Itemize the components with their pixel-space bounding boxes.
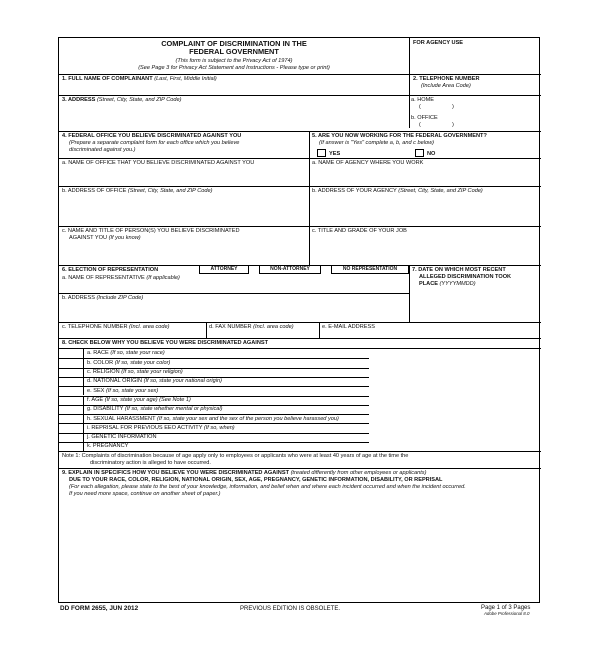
incident-date-label1: 7. DATE ON WHICH MOST RECENT (412, 267, 506, 273)
basis-checkbox[interactable] (60, 405, 84, 414)
basis-checkbox[interactable] (60, 358, 84, 367)
person-name-label2: AGAINST YOU (If you know) (69, 235, 141, 241)
basis-item-hint: (If so, state your color) (114, 359, 171, 366)
working-federal-label: 5. ARE YOU NOW WORKING FOR THE FEDERAL GOVERNMENT? (312, 133, 487, 139)
form-title-line2: FEDERAL GOVERNMENT (189, 47, 279, 56)
edition-note: PREVIOUS EDITION IS OBSOLETE. (240, 606, 341, 612)
basis-checkbox[interactable] (60, 423, 84, 432)
basis-item (87, 416, 339, 423)
incident-date-field[interactable] (410, 289, 540, 321)
basis-checkbox[interactable] (60, 377, 84, 386)
basis-checkbox[interactable] (60, 368, 84, 377)
basis-checkbox[interactable] (60, 386, 84, 395)
home-area-close: ) (452, 104, 454, 110)
person-name-label1: c. NAME AND TITLE OF PERSON(S) YOU BELIEVE DISCRIMINATED (62, 228, 240, 234)
form-title-line1: COMPLAINT OF DISCRIMINATION IN THE (161, 39, 307, 48)
basis-item-label: e. SEX (87, 387, 105, 394)
federal-office-hint1: (Prepare a separate complaint form for each office which you believe (69, 140, 240, 146)
representative-name-label: a. NAME OF REPRESENTATIVE (If applicable) (62, 275, 180, 281)
basis-item-hint: (If so, state your sex and the sex of the person you believe harassed you) (156, 415, 339, 422)
address-label: 3. ADDRESS (Street, City, State, and ZIP Code) (62, 97, 182, 103)
complaint-form (58, 37, 540, 603)
incident-date-label3: PLACE (YYYYMMDD) (419, 281, 476, 287)
explain-label-line2: DUE TO YOUR RACE, COLOR, RELIGION, NATIONAL ORIGIN, SEX, AGE, PREGNANCY, GENETIC INFORMATION, DISABILITY, OR REPRISAL (69, 477, 443, 483)
explain-hint-line1: (For each allegation, please state to the best of your knowledge, information, and belief when and where each incident occurred and when the incident occurred. (69, 484, 466, 490)
address-field[interactable] (60, 104, 408, 130)
page-number: Page 1 of 3 Pages (481, 605, 531, 611)
job-title-field[interactable] (310, 235, 540, 264)
office-address-field[interactable] (60, 195, 308, 225)
instructions-note: (See Page 3 for Privacy Act Statement and Instructions - Please type or print) (138, 65, 330, 71)
basis-item-hint: (If so, state your religion) (121, 369, 183, 375)
home-phone-label: a. HOME (411, 97, 435, 103)
yes-checkbox[interactable] (317, 149, 326, 157)
basis-checkbox[interactable] (60, 442, 84, 451)
basis-item (87, 378, 222, 385)
federal-office-hint2: discriminated against you.) (69, 147, 136, 153)
no-checkbox[interactable] (415, 149, 424, 157)
basis-checkbox[interactable] (60, 433, 84, 442)
office-phone-label: b. OFFICE (411, 115, 438, 121)
representative-address-field[interactable] (60, 302, 408, 321)
basis-item-label: j. GENETIC INFORMATION (87, 434, 157, 441)
telephone-hint: (Include Area Code) (421, 83, 471, 89)
software-note: Adobe Professional 8.0 (484, 611, 530, 616)
age-note-line1: Note 1: Complaints of discrimination because of age apply only to employees or applicants who were at least 40 years of age at the time the (62, 453, 409, 459)
rep-fax-field[interactable] (207, 330, 318, 337)
basis-item (87, 369, 183, 376)
federal-office-label: 4. FEDERAL OFFICE YOU BELIEVE DISCRIMINATED AGAINST YOU (62, 133, 242, 139)
basis-item-label: g. DISABILITY (87, 406, 124, 413)
no-representation-checkbox[interactable]: NO REPRESENTATION (331, 265, 409, 274)
attorney-checkbox[interactable]: ATTORNEY (199, 265, 249, 274)
basis-checkbox[interactable] (60, 414, 84, 423)
basis-item (87, 350, 165, 357)
age-note-line2: discriminatory action is alleged to have occurred. (90, 460, 211, 466)
rep-email-field[interactable] (320, 330, 540, 337)
home-area-open: ( (419, 104, 421, 110)
basis-item-label: f. AGE (87, 396, 104, 403)
basis-item (87, 443, 128, 450)
explain-hint-line2: If you need more space, continue on another sheet of paper.) (69, 491, 221, 497)
office-area-open: ( (419, 122, 421, 128)
office-name-field[interactable] (60, 167, 308, 185)
basis-item (87, 434, 157, 441)
no-label: NO (427, 151, 436, 157)
job-title-label: c. TITLE AND GRADE OF YOUR JOB (312, 228, 407, 234)
basis-item (87, 388, 158, 395)
office-phone-field[interactable] (421, 122, 531, 130)
privacy-note: (This form is subject to the Privacy Act of 1974) (175, 58, 293, 64)
explain-field[interactable] (60, 500, 540, 602)
office-name-label: a. NAME OF OFFICE THAT YOU BELIEVE DISCRIMINATED AGAINST YOU (62, 160, 255, 166)
basis-item (87, 406, 222, 413)
basis-item-label: a. RACE (87, 350, 109, 357)
representative-address-label: b. ADDRESS (Include ZIP Code) (62, 295, 144, 301)
basis-item-label: k. PREGNANCY (87, 443, 129, 450)
basis-checkbox[interactable] (60, 349, 84, 358)
rep-phone-label: c. TELEPHONE NUMBER (Incl. area code) (62, 324, 170, 330)
working-federal-hint: (If answer is "Yes" complete a, b, and c below) (319, 140, 434, 146)
basis-label: 8. CHECK BELOW WHY YOU BELIEVE YOU WERE DISCRIMINATED AGAINST (62, 340, 269, 346)
telephone-label: 2. TELEPHONE NUMBER (413, 76, 480, 82)
basis-item-label: d. NATIONAL ORIGIN (87, 378, 143, 385)
basis-item-hint: (If so, state your race) (110, 350, 165, 357)
basis-item (87, 397, 191, 404)
representative-name-field[interactable] (60, 282, 408, 292)
full-name-label: 1. FULL NAME OF COMPLAINANT (Last, First, Middle Initial) (62, 76, 217, 82)
basis-item-hint: (If so, when) (203, 424, 235, 431)
basis-item-hint: (If so, state your sex) (105, 387, 159, 394)
home-phone-field[interactable] (421, 104, 531, 112)
agency-use-label: FOR AGENCY USE (413, 40, 464, 46)
basis-item (87, 360, 170, 367)
incident-date-label2: ALLEGED DISCRIMINATION TOOK (419, 274, 512, 280)
basis-checkbox[interactable] (60, 396, 84, 405)
basis-item (87, 425, 235, 432)
non-attorney-checkbox[interactable]: NON-ATTORNEY (259, 265, 321, 274)
basis-item-label: i. REPRISAL FOR PREVIOUS EEO ACTIVITY (87, 424, 203, 431)
person-name-field[interactable] (60, 243, 308, 264)
agency-address-label: b. ADDRESS OF YOUR AGENCY (Street, City, State, and ZIP Code) (312, 188, 483, 194)
agency-name-label: a. NAME OF AGENCY WHERE YOU WORK (312, 160, 424, 166)
basis-item-hint: (If so, state your national origin) (143, 378, 222, 385)
rep-phone-field[interactable] (60, 330, 205, 337)
rep-fax-label: d. FAX NUMBER (Incl. area code) (209, 324, 294, 330)
agency-use-field[interactable] (410, 47, 540, 73)
form-id: DD FORM 2655, JUN 2012 (60, 605, 139, 612)
explain-label-line1: 9. EXPLAIN IN SPECIFICS HOW YOU BELIEVE YOU WERE DISCRIMINATED AGAINST (treated differently from other employees or applicants) (62, 470, 427, 476)
yes-label: YES (329, 151, 341, 157)
agency-address-field[interactable] (310, 195, 540, 225)
office-area-close: ) (452, 122, 454, 128)
representation-label: 6. ELECTION OF REPRESENTATION (62, 267, 159, 273)
agency-name-field[interactable] (310, 167, 540, 185)
office-address-label: b. ADDRESS OF OFFICE (Street, City, State, and ZIP Code) (62, 188, 213, 194)
rep-email-label: e. E-MAIL ADDRESS (322, 324, 375, 330)
full-name-field[interactable] (60, 83, 408, 94)
basis-item-hint: (If so, state your age) (See Note 1) (104, 396, 191, 403)
basis-item-label: h. SEXUAL HARASSMENT (87, 415, 156, 422)
basis-item-label: c. RELIGION (87, 369, 120, 375)
basis-item-label: b. COLOR (87, 359, 114, 366)
basis-item-hint: (If so, state whether mental or physical) (124, 406, 223, 413)
